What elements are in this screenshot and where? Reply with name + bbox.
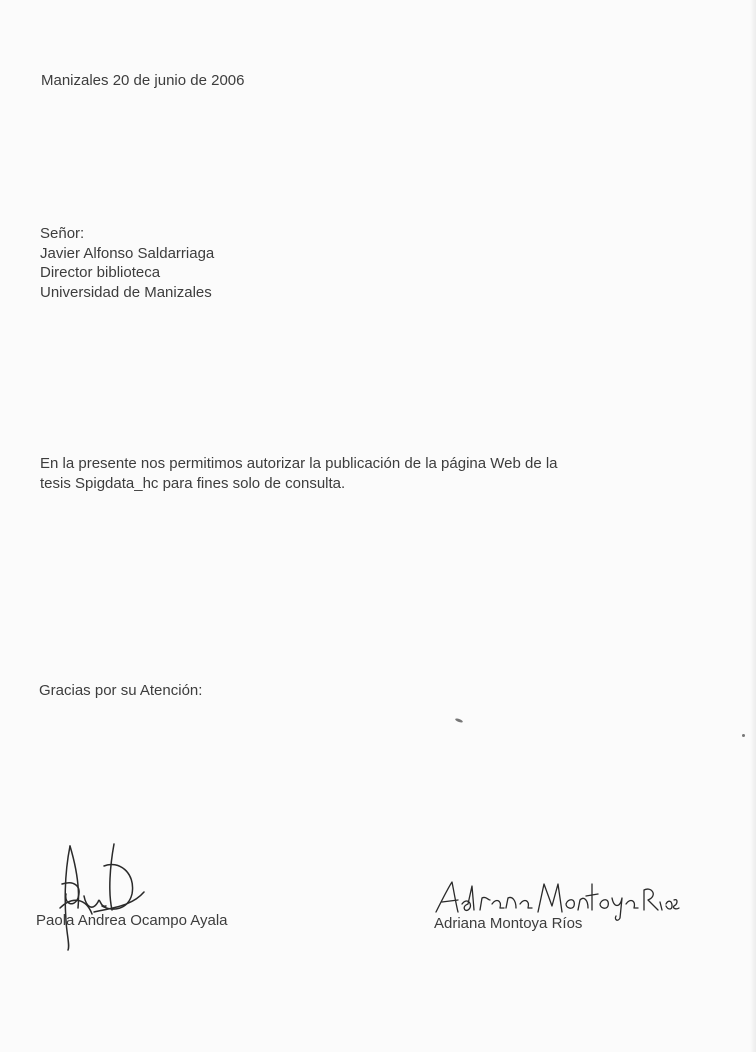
scan-speck [742,734,745,737]
addressee-block [40,224,214,302]
scan-edge-shadow [750,0,756,1052]
letter-body [40,454,558,494]
letter-closing: Gracias por su Atención: [39,682,203,699]
signature-1-image [52,836,152,952]
signatory-1-name: Paola Andrea Ocampo Ayala [36,912,228,929]
letter-body-line: tesis Spigdata_hc para fines solo de consulta. [40,475,346,492]
addressee-institution: Universidad de Manizales [40,283,212,301]
letter-body-line: En la presente nos permitimos autorizar la publicación de la página Web de la [40,455,558,472]
addressee-position: Director biblioteca [40,264,161,281]
letter-date: Manizales 20 de junio de 2006 [41,72,245,89]
signatory-2-name: Adriana Montoya Ríos [434,915,583,932]
addressee-name: Javier Alfonso Saldarriaga [40,244,215,262]
scan-speck [455,718,464,724]
addressee-salutation: Señor: [40,225,85,242]
